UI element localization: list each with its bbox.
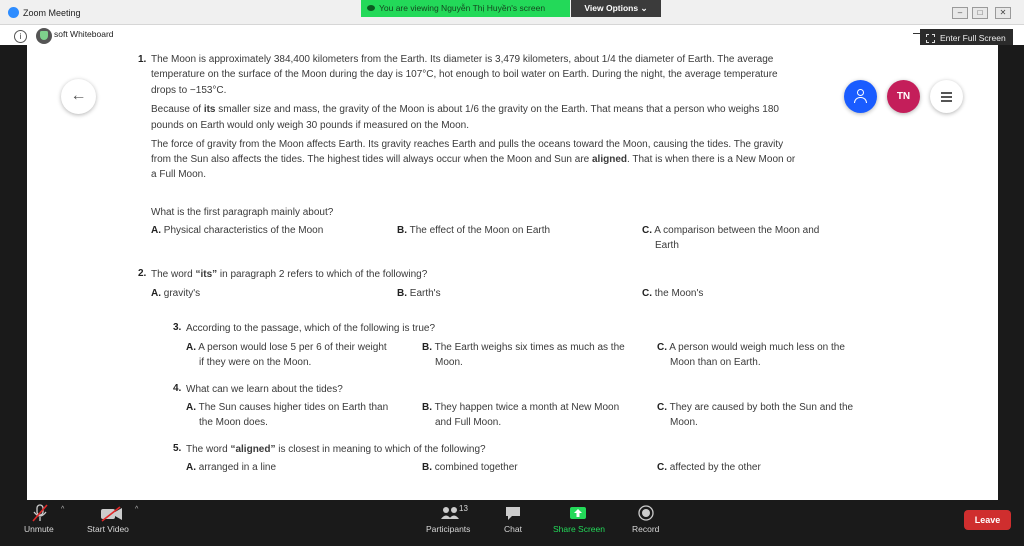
window-titlebar xyxy=(0,0,1024,25)
question-number: 3. xyxy=(173,322,182,333)
audio-options-caret[interactable]: ^ xyxy=(61,506,65,513)
hamburger-icon-line xyxy=(941,100,952,102)
question-number: 4. xyxy=(173,383,182,394)
option-text-continued: Moon than on Earth. xyxy=(670,357,761,368)
option-letter: B. xyxy=(397,225,407,236)
chat-bubble-icon xyxy=(504,505,522,521)
option-letter: A. xyxy=(186,402,196,413)
hamburger-icon-line xyxy=(941,96,952,98)
question-text xyxy=(151,267,427,283)
answer-option[interactable] xyxy=(422,460,518,475)
minimize-window-button[interactable]: – xyxy=(952,7,968,19)
close-window-button[interactable]: ✕ xyxy=(995,7,1011,19)
share-screen-label: Share Screen xyxy=(553,524,605,534)
shared-window-title: soft Whiteboard xyxy=(54,29,114,39)
option-text-continued: if they were on the Moon. xyxy=(199,357,312,368)
question-number: 1. xyxy=(138,54,147,65)
chat-label: Chat xyxy=(504,524,522,534)
screen-share-banner xyxy=(361,0,570,17)
option-letter: A. xyxy=(151,225,161,236)
emphasized-word: “its” xyxy=(195,269,218,280)
option-text: They happen twice a month at New Moon xyxy=(434,402,620,413)
start-video-label: Start Video xyxy=(87,524,129,534)
passage-text: smaller size and mass, the gravity of the Moon is about 1/6 the gravity on the Earth. That means that a person who weighs 180 xyxy=(215,104,779,115)
right-margin xyxy=(998,45,1024,500)
back-arrow-button[interactable]: ← xyxy=(61,79,96,114)
answer-option[interactable] xyxy=(397,286,441,301)
option-letter: C. xyxy=(642,288,652,299)
question-text: According to the passage, which of the following is true? xyxy=(186,323,436,334)
option-text-continued: Moon. xyxy=(435,357,463,368)
answer-option[interactable] xyxy=(186,460,276,475)
share-screen-icon xyxy=(569,505,587,521)
muted-microphone-icon xyxy=(30,504,50,522)
answer-option[interactable] xyxy=(422,340,625,355)
menu-button[interactable] xyxy=(930,80,963,113)
option-text: Earth's xyxy=(409,288,441,299)
option-letter: B. xyxy=(397,288,407,299)
option-text: Physical characteristics of the Moon xyxy=(163,225,324,236)
answer-option[interactable] xyxy=(657,460,761,475)
option-text: The effect of the Moon on Earth xyxy=(409,225,551,236)
option-text: A person would lose 5 per 6 of their weight xyxy=(198,342,387,353)
answer-option[interactable] xyxy=(657,340,845,355)
question-text-part: The word xyxy=(151,269,196,280)
security-shield-icon[interactable] xyxy=(36,28,52,44)
record-button[interactable] xyxy=(628,503,664,541)
emphasized-word: its xyxy=(203,104,216,115)
question-number: 2. xyxy=(138,268,147,279)
answer-option[interactable] xyxy=(422,400,619,415)
leave-meeting-button[interactable]: Leave xyxy=(964,510,1011,530)
passage-text: Because of xyxy=(151,104,204,115)
window-title: Zoom Meeting xyxy=(23,8,81,18)
option-text-continued: and Full Moon. xyxy=(435,417,502,428)
option-text: affected by the other xyxy=(669,462,761,473)
question-text-part: is closest in meaning to which of the following? xyxy=(275,444,486,455)
option-text: The Earth weighs six times as much as the xyxy=(434,342,625,353)
passage-line: a Full Moon. xyxy=(151,169,207,180)
hamburger-icon xyxy=(941,92,952,94)
option-text-continued: the Moon does. xyxy=(199,417,268,428)
fullscreen-icon xyxy=(926,34,935,43)
answer-option[interactable] xyxy=(642,286,703,301)
answer-option[interactable] xyxy=(151,223,323,238)
answer-option[interactable] xyxy=(657,400,853,415)
option-letter: C. xyxy=(642,225,652,236)
question-text xyxy=(186,442,486,458)
option-text-continued: Earth xyxy=(655,240,679,251)
record-label: Record xyxy=(632,524,660,534)
option-letter: A. xyxy=(186,342,196,353)
passage-line: The Moon is approximately 384,400 kilometers from the Earth. Its diameter is 3,479 kilometers, about 1/4 the diameter of Earth. The average xyxy=(151,54,774,65)
person-icon-body xyxy=(854,97,867,103)
video-options-caret[interactable]: ^ xyxy=(135,506,139,513)
viewing-icon xyxy=(367,5,375,11)
passage-line: temperature on the surface of the Moon during the day is 107°C, hot enough to boil water on Earth. During the night, the average temperature xyxy=(151,69,778,80)
option-text: gravity's xyxy=(163,288,201,299)
option-text: combined together xyxy=(434,462,518,473)
option-letter: A. xyxy=(151,288,161,299)
chat-button[interactable] xyxy=(498,503,528,541)
question-text: What can we learn about the tides? xyxy=(186,384,343,395)
share-info-bar xyxy=(0,25,1024,45)
passage-line xyxy=(151,102,779,118)
unmute-label: Unmute xyxy=(24,524,54,534)
answer-option[interactable] xyxy=(151,286,200,301)
user-profile-button[interactable] xyxy=(844,80,877,113)
start-video-button[interactable] xyxy=(84,503,138,541)
option-letter: B. xyxy=(422,402,432,413)
option-text: A comparison between the Moon and xyxy=(654,225,820,236)
fullscreen-label: Enter Full Screen xyxy=(940,33,1006,43)
option-text: They are caused by both the Sun and the xyxy=(669,402,854,413)
option-text: the Moon's xyxy=(654,288,704,299)
zoom-app-icon xyxy=(8,7,19,18)
emphasized-word: “aligned” xyxy=(230,444,276,455)
option-letter: B. xyxy=(422,342,432,353)
question-text: What is the first paragraph mainly about? xyxy=(151,207,334,218)
emphasized-word: aligned xyxy=(592,154,628,165)
passage-line: The force of gravity from the Moon affects Earth. Its gravity reaches Earth and pulls the oceans toward the Moon, causing the tides. The gravity xyxy=(151,139,784,150)
share-screen-button[interactable] xyxy=(549,503,607,541)
question-number: 5. xyxy=(173,443,182,454)
video-off-icon xyxy=(100,506,124,522)
unmute-button[interactable] xyxy=(18,503,63,541)
record-icon xyxy=(637,504,655,522)
option-text-continued: Moon. xyxy=(670,417,698,428)
view-options-button[interactable]: View Options ⌄ xyxy=(571,0,661,17)
avatar[interactable]: TN xyxy=(887,80,920,113)
question-text-part: The word xyxy=(186,444,231,455)
participants-label: Participants xyxy=(426,524,471,534)
option-letter: C. xyxy=(657,402,667,413)
info-icon[interactable]: i xyxy=(14,30,27,43)
answer-option[interactable] xyxy=(186,340,387,355)
option-text: A person would weigh much less on the xyxy=(669,342,845,353)
left-margin xyxy=(0,45,27,500)
option-text: The Sun causes higher tides on Earth than xyxy=(198,402,389,413)
person-icon xyxy=(857,89,864,96)
passage-line: drops to −153°C. xyxy=(151,85,227,96)
option-text: arranged in a line xyxy=(198,462,277,473)
share-banner-text: You are viewing Nguyễn Thị Huyền's screen xyxy=(379,3,546,13)
answer-option[interactable] xyxy=(186,400,388,415)
option-letter: B. xyxy=(422,462,432,473)
question-text-part: in paragraph 2 refers to which of the following? xyxy=(217,269,428,280)
passage-line: pounds on Earth would only weigh 30 pounds if measured on the Moon. xyxy=(151,120,469,131)
answer-option[interactable] xyxy=(397,223,550,238)
passage-text: from the Sun also affects the tides. The highest tides will always occur when the Moon and Sun are xyxy=(151,154,592,165)
option-letter: C. xyxy=(657,342,667,353)
maximize-window-button[interactable]: □ xyxy=(972,7,988,19)
participants-button[interactable] xyxy=(424,503,476,541)
participants-count: 13 xyxy=(459,504,468,513)
passage-text: . That is when there is a New Moon or xyxy=(627,154,796,165)
answer-option[interactable] xyxy=(642,223,819,238)
passage-line xyxy=(151,152,795,168)
option-letter: A. xyxy=(186,462,196,473)
option-letter: C. xyxy=(657,462,667,473)
